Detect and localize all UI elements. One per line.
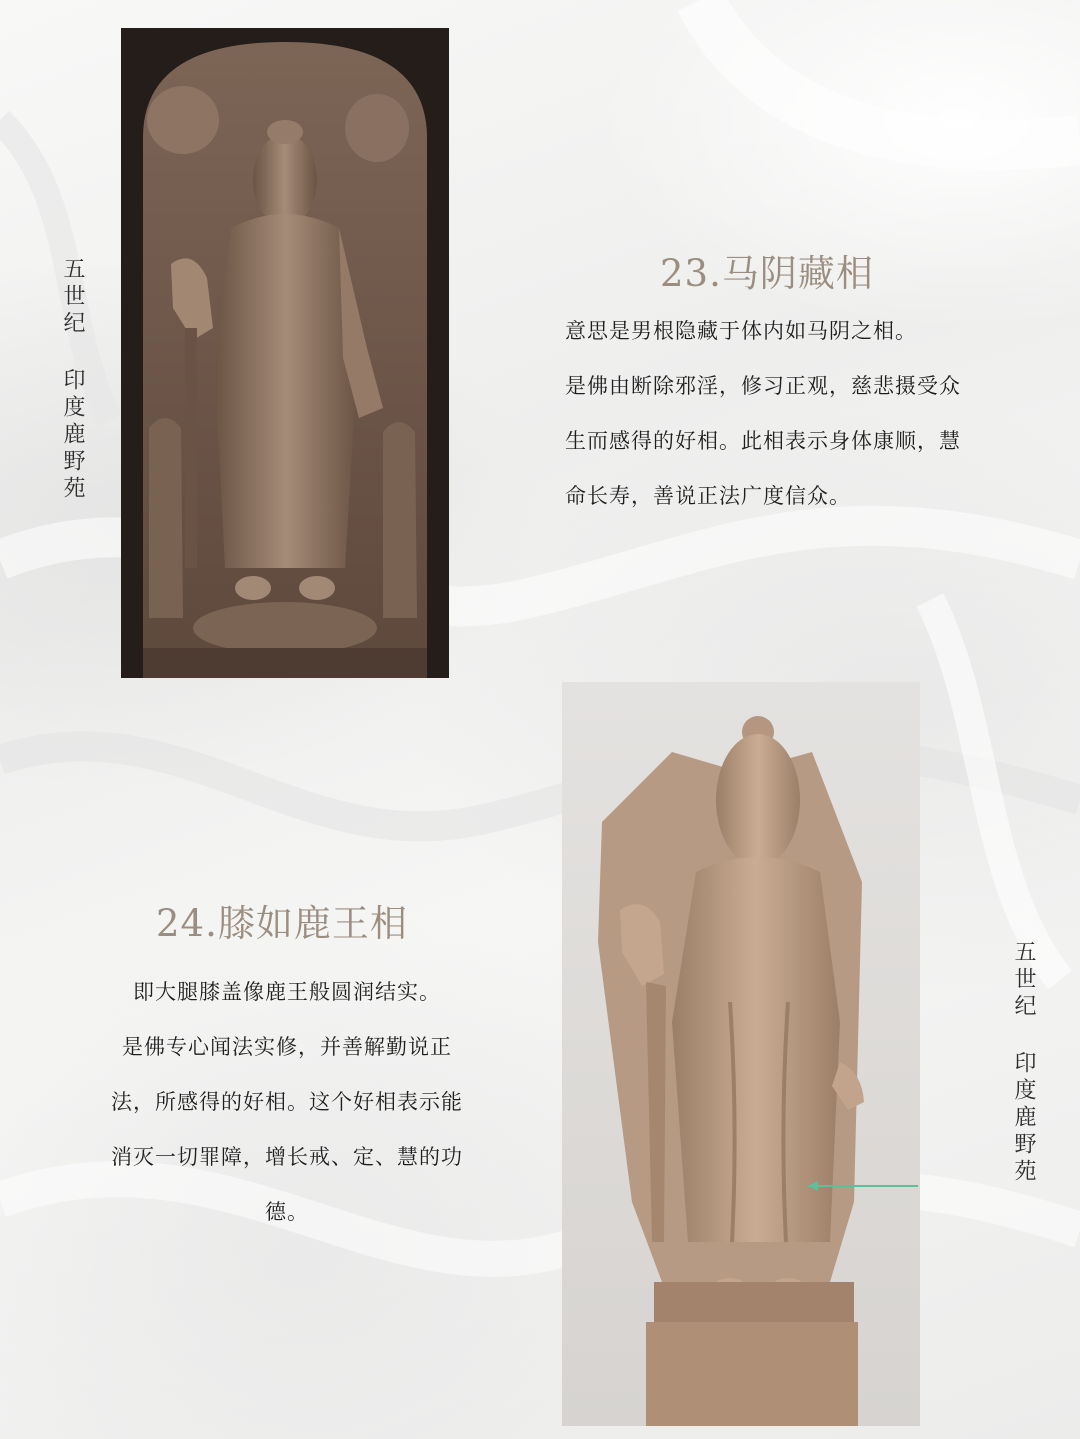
section-23-line: 意思是男根隐藏于体内如马阴之相。 [565, 319, 917, 343]
section-24-line: 消灭一切罪障，增长戒、定、慧的功 [111, 1145, 463, 1169]
section-24-line: 法，所感得的好相。这个好相表示能 [111, 1090, 463, 1114]
buddha-stele-photo-1 [121, 28, 449, 678]
section-23-title: 23.马阴藏相 [660, 252, 874, 295]
buddha-statue-image [562, 682, 920, 1426]
section-24-line: 德。 [265, 1200, 309, 1224]
buddha-stele-image [121, 28, 449, 678]
caption-23: 五世纪 印度鹿野苑 [60, 257, 85, 503]
section-23-line: 是佛由断除邪淫，修习正观，慈悲摄受众 [565, 374, 961, 398]
section-24-description [72, 965, 502, 1240]
caption-24: 五世纪 印度鹿野苑 [1011, 940, 1036, 1186]
section-24-line: 是佛专心闻法实修，并善解勤说正 [122, 1035, 452, 1059]
section-23-line: 生而感得的好相。此相表示身体康顺，慧 [565, 429, 961, 453]
section-23-line: 命长寿，善说正法广度信众。 [565, 484, 851, 508]
buddha-statue-photo-2 [562, 682, 920, 1426]
section-24-line: 即大腿膝盖像鹿王般圆润结实。 [133, 980, 441, 1004]
section-24-title: 24.膝如鹿王相 [156, 902, 408, 945]
section-23-description [565, 304, 1055, 524]
